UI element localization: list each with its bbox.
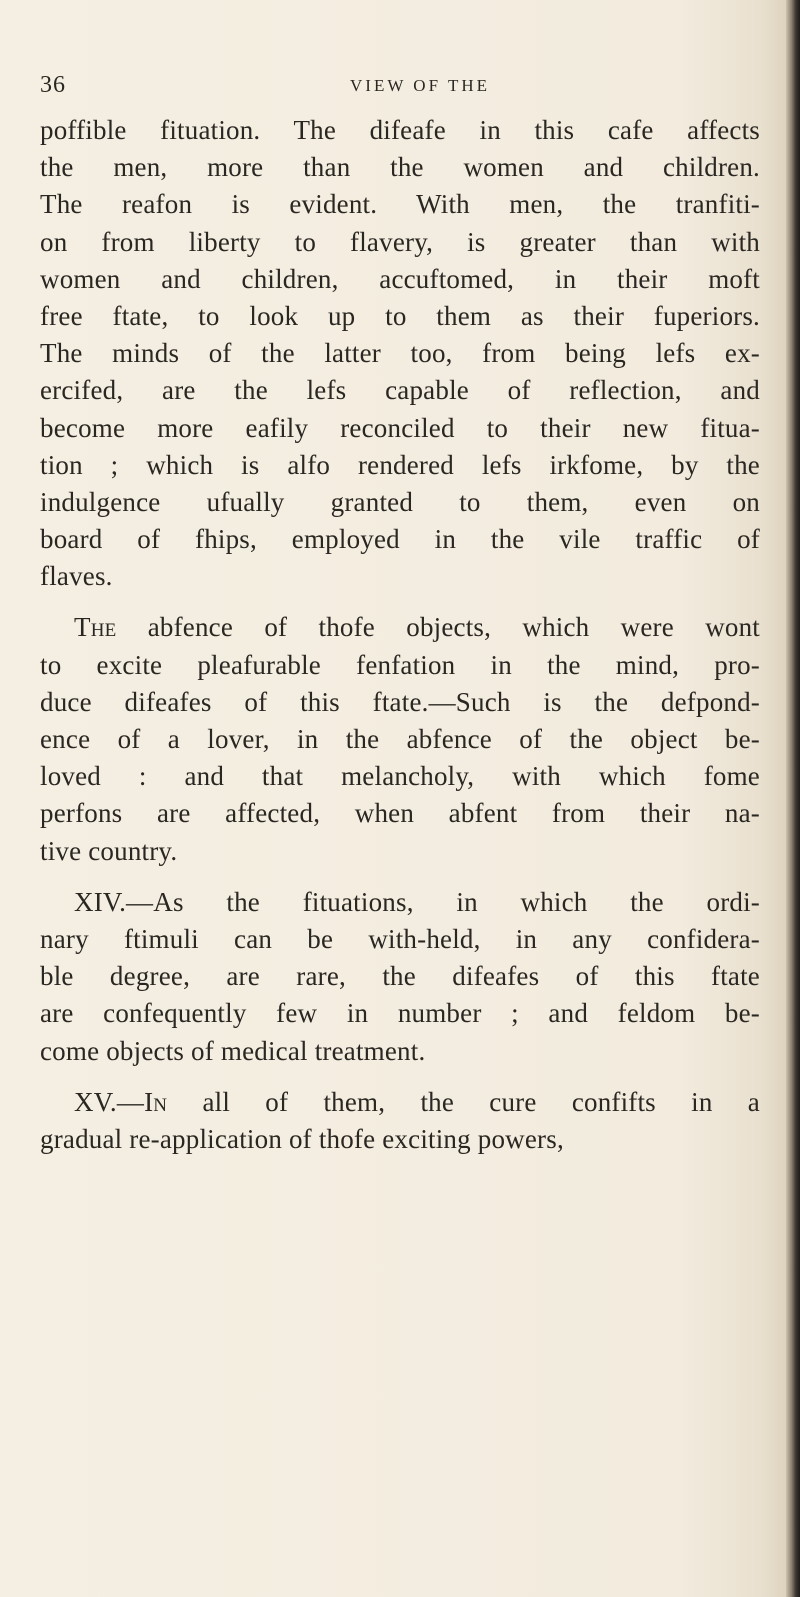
paragraph-2	[40, 609, 760, 869]
lead-word: In	[144, 1086, 168, 1117]
page-edge-shadow	[786, 0, 800, 1597]
text-line: come objects of medical treatment.	[40, 1035, 426, 1066]
page-header	[40, 72, 760, 102]
text-line: free ftate, to look up to them as their fuperiors.	[40, 300, 760, 331]
line-rest: abfence of thofe objects, which were wont	[116, 612, 760, 643]
paragraph-gap	[40, 870, 760, 884]
text-line: The minds of the latter too, from being lefs ex-	[40, 338, 760, 369]
text-line: duce difeafes of this ftate.—Such is the defpond-	[40, 686, 760, 717]
text-line: women and children, accuftomed, in their moft	[40, 263, 760, 294]
body-text	[40, 112, 760, 1158]
text-line: become more eafily reconciled to their new fitua-	[40, 412, 760, 443]
paragraph-4	[40, 1084, 760, 1158]
text-line	[40, 609, 760, 646]
running-head: VIEW OF THE	[350, 76, 491, 95]
text-line: perfons are affected, when abfent from their na-	[40, 798, 760, 829]
text-line: poffible fituation. The difeafe in this cafe affects	[40, 115, 760, 145]
paragraph-gap	[40, 1070, 760, 1084]
text-line: gradual re-application of thofe exciting powers,	[40, 1123, 564, 1154]
text-line: ence of a lover, in the abfence of the object be-	[40, 724, 760, 754]
paragraph-gap	[40, 595, 760, 609]
section-number: XV.—	[74, 1086, 145, 1117]
text-line: ble degree, are rare, the difeafes of this ftate	[40, 961, 760, 992]
text-line: on from liberty to flavery, is greater than with	[40, 226, 760, 257]
text-line: the men, more than the women and children.	[40, 152, 760, 183]
text-line: tive country.	[40, 835, 178, 866]
lead-word: The	[74, 612, 117, 643]
text-line: ercifed, are the lefs capable of reflection, and	[40, 375, 760, 406]
text-line: board of fhips, employed in the vile traffic of	[40, 524, 760, 555]
text-line: XIV.—As the fituations, in which the ordi-	[74, 886, 760, 917]
text-line: tion ; which is alfo rendered lefs irkfome, by the	[40, 449, 760, 480]
page-number: 36	[40, 72, 66, 98]
text-line: to excite pleafurable fenfation in the mind, pro-	[40, 649, 760, 680]
paragraph-1	[40, 112, 760, 595]
text-line: loved : and that melancholy, with which fome	[40, 761, 760, 792]
text-line: indulgence ufually granted to them, even on	[40, 486, 760, 517]
text-line: nary ftimuli can be with-held, in any confidera-	[40, 923, 760, 954]
line-rest: all of them, the cure confifts in a	[167, 1086, 760, 1117]
text-line: The reafon is evident. With men, the tranfiti-	[40, 189, 760, 220]
text-line: are confequently few in number ; and feldom be-	[40, 998, 760, 1029]
text-line	[40, 1084, 760, 1121]
text-line: flaves.	[40, 561, 113, 592]
paragraph-3	[40, 884, 760, 1070]
